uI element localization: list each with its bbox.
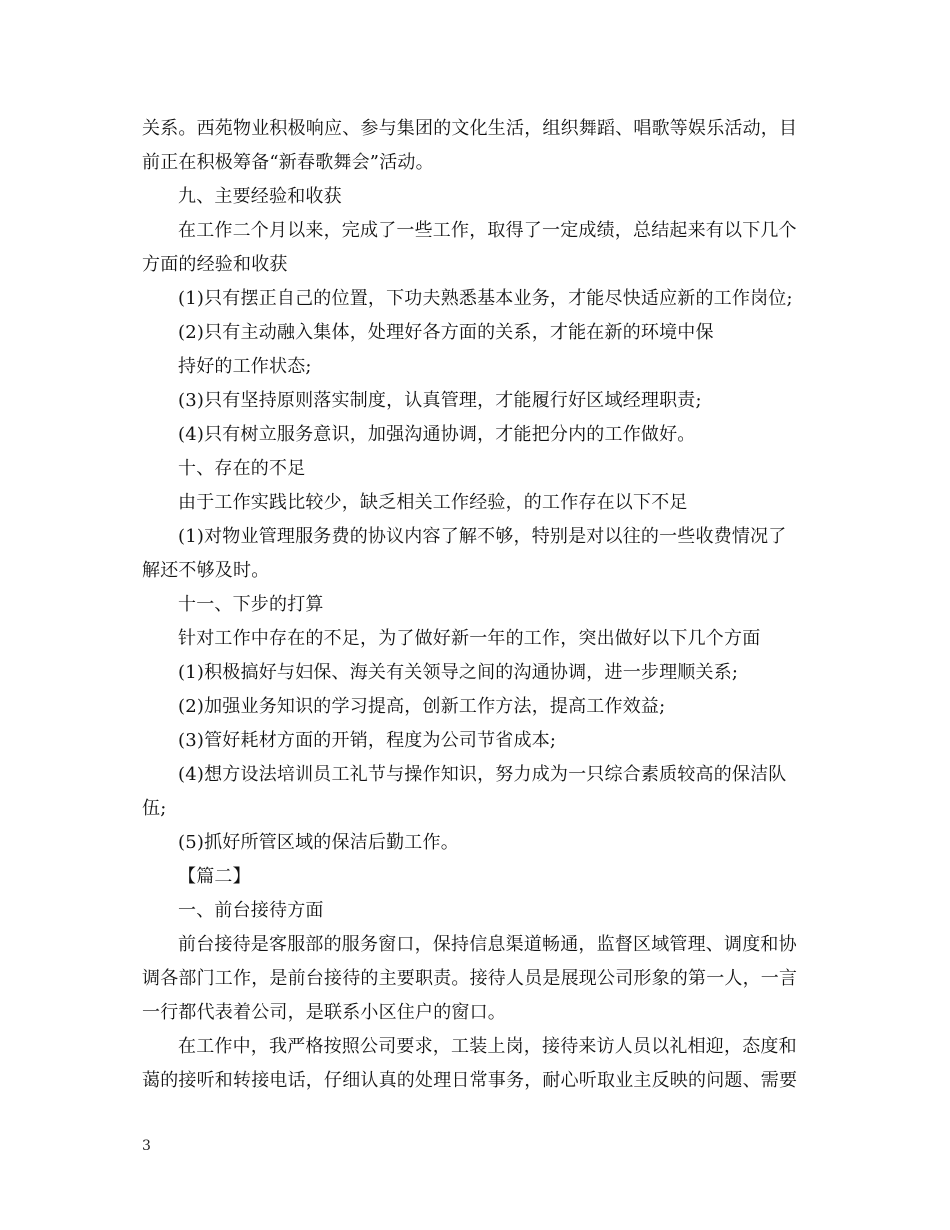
page-number: 3	[142, 1138, 151, 1154]
text-line: 持好的工作状态;	[178, 356, 312, 377]
list-item: (2)加强业务知识的学习提高，创新工作方法，提高工作效益;	[178, 696, 666, 717]
list-item: (5)抓好所管区域的保洁后勤工作。	[178, 832, 459, 853]
list-item: (2)只有主动融入集体，处理好各方面的关系，才能在新的环境中保	[178, 322, 714, 343]
text-line: 关系。西苑物业积极响应、参与集团的文化生活，组织舞蹈、唱歌等娱乐活动，目	[142, 118, 798, 139]
section-heading: 一、前台接待方面	[178, 900, 324, 921]
text-line: 一行都代表着公司，是联系小区住户的窗口。	[142, 1002, 506, 1023]
list-item: (3)只有坚持原则落实制度，认真管理，才能履行好区域经理职责;	[178, 390, 702, 411]
list-item: (1)只有摆正自己的位置，下功夫熟悉基本业务，才能尽快适应新的工作岗位;	[178, 288, 793, 309]
list-item: (4)只有树立服务意识，加强沟通协调，才能把分内的工作做好。	[178, 424, 696, 445]
text-line: 由于工作实践比较少，缺乏相关工作经验，的工作存在以下不足	[178, 492, 688, 513]
text-line: 前台接待是客服部的服务窗口，保持信息渠道畅通，监督区域管理、调度和协	[178, 934, 797, 955]
text-line: 伍;	[142, 798, 167, 819]
text-line: 针对工作中存在的不足，为了做好新一年的工作，突出做好以下几个方面	[178, 628, 761, 649]
part-heading: 【篇二】	[178, 866, 251, 887]
section-heading: 十一、下步的打算	[178, 594, 324, 615]
text-line: 在工作二个月以来，完成了一些工作，取得了一定成绩，总结起来有以下几个	[178, 220, 797, 241]
list-item: (1)对物业管理服务费的协议内容了解不够，特别是对以往的一些收费情况了	[178, 526, 787, 547]
list-item: (1)积极搞好与妇保、海关有关领导之间的沟通协调，进一步理顺关系;	[178, 662, 739, 683]
list-item: (4)想方设法培训员工礼节与操作知识，努力成为一只综合素质较高的保洁队	[178, 764, 787, 785]
list-item: (3)管好耗材方面的开销，程度为公司节省成本;	[178, 730, 557, 751]
text-line: 方面的经验和收获	[142, 254, 288, 275]
text-line: 蔼的接听和转接电话，仔细认真的处理日常事务，耐心听取业主反映的问题、需要	[142, 1070, 798, 1091]
document-body	[142, 112, 810, 1098]
section-heading: 十、存在的不足	[178, 458, 306, 479]
text-line: 解还不够及时。	[142, 560, 270, 581]
text-line: 在工作中，我严格按照公司要求，工装上岗，接待来访人员以礼相迎，态度和	[178, 1036, 797, 1057]
text-line: 前正在积极筹备“新春歌舞会”活动。	[142, 152, 434, 173]
text-line: 调各部门工作，是前台接待的主要职责。接待人员是展现公司形象的第一人，一言	[142, 968, 798, 989]
section-heading: 九、主要经验和收获	[178, 186, 342, 207]
